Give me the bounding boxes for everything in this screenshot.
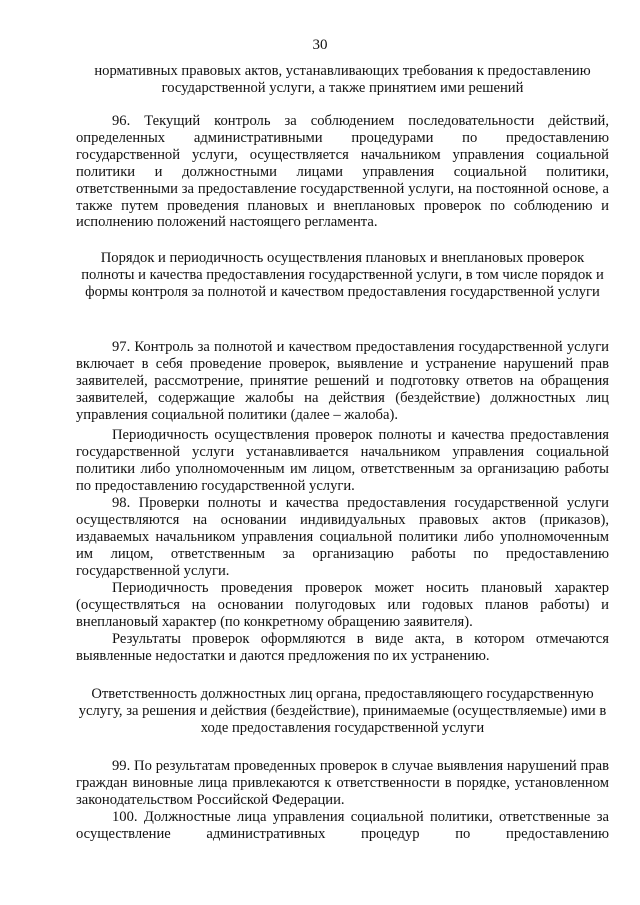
- heading-text: Порядок и периодичность осуществления плановых и внеплановых проверок полноты и качества предоставления государственной услуги, в том числе порядок и формы контроля за полнотой и качеством предоставления государственной услуги: [81, 250, 604, 300]
- page-number: 30: [312, 37, 328, 53]
- paragraph-99: [76, 758, 609, 809]
- section-heading-responsibility: [76, 686, 609, 737]
- paragraph-97: [76, 339, 609, 424]
- section-heading-control: [76, 250, 609, 301]
- paragraph-96: [76, 113, 609, 231]
- paragraph-98-periodicity: [76, 580, 609, 631]
- paragraph-text: Периодичность осуществления проверок полноты и качества предоставления государственной услуги устанавливается начальником управления социальной политики либо уполномоченным им лицом, ответственным за организацию работы по предоставлению государственной услуги.: [76, 427, 609, 494]
- paragraph-text: 97. Контроль за полнотой и качеством предоставления государственной услуги включает в себя проведение проверок, выявление и устранение нарушений прав заявителей, рассмотрение, принятие решений и подготовку ответов на обращения заявителей, содержащие жалобы на действия (бездействие) должностных лиц управления социальной политики (далее – жалоба).: [76, 339, 609, 423]
- heading-continuation: [76, 63, 609, 97]
- paragraph-text: Результаты проверок оформляются в виде акта, в котором отмечаются выявленные недостатки и даются предложения по их устранению.: [76, 631, 609, 664]
- heading-text: нормативных правовых актов, устанавливающих требования к предоставлению государственной услуги, а также принятием ими решений: [94, 63, 591, 96]
- paragraph-100: [76, 809, 609, 843]
- paragraph-text: 98. Проверки полноты и качества предоставления государственной услуги осуществляются на основании индивидуальных правовых актов (приказов), издаваемых начальником управления социальной политики либо уполномоченным им лицом, ответственным за организацию работы по предоставлению государственной услуги.: [76, 495, 609, 579]
- paragraph-97-periodicity: [76, 427, 609, 495]
- paragraph-text: 99. По результатам проведенных проверок в случае выявления нарушений прав граждан виновные лица привлекаются к ответственности в порядке, установленном законодательством Российской Федерации.: [76, 758, 609, 808]
- heading-text: Ответственность должностных лиц органа, предоставляющего государственную услугу, за решения и действия (бездействие), принимаемые (осуществляемые) ими в ходе предоставления государственной услуги: [78, 686, 607, 736]
- paragraph-text: Периодичность проведения проверок может носить плановый характер (осуществляться на основании полугодовых или годовых планов работы) и внеплановый характер (по конкретному обращению заявителя).: [76, 580, 609, 630]
- paragraph-98-results: [76, 631, 609, 665]
- paragraph-98: [76, 495, 609, 580]
- paragraph-text: 100. Должностные лица управления социальной политики, ответственные за осуществление административных процедур по предоставлению: [76, 809, 609, 842]
- paragraph-text: 96. Текущий контроль за соблюдением последовательности действий, определенных административными процедурами по предоставлению государственной услуги, осуществляется начальником управления социальной политики и должностными лицами управления социальной политики, ответственными за предоставление государственной услуги, на постоянной основе, а также путем проведения плановых и внеплановых проверок по соблюдению и исполнению положений настоящего регламента.: [76, 113, 609, 231]
